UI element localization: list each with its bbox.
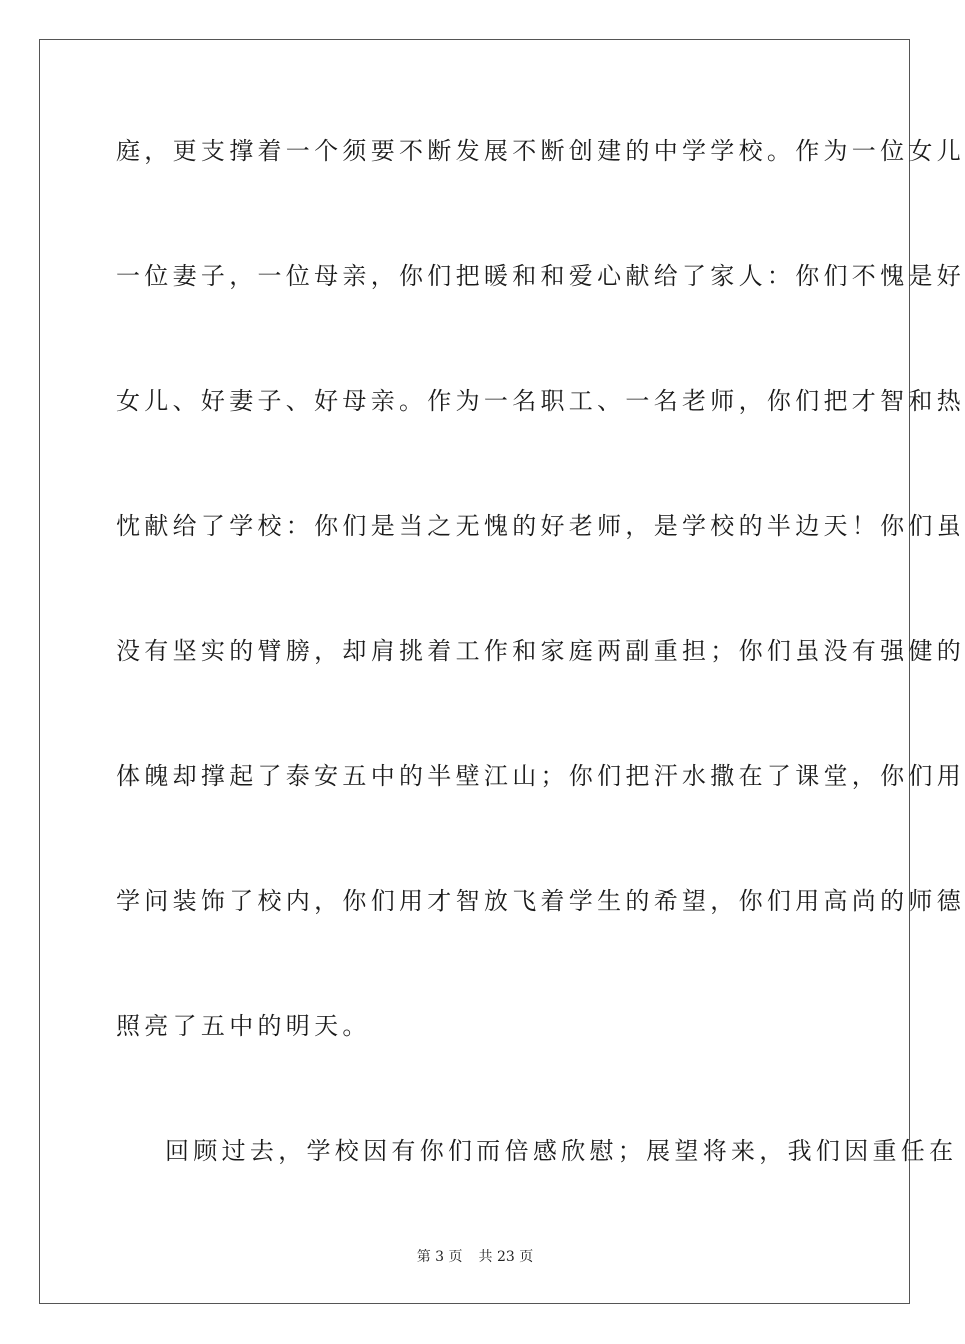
paragraph-line: 女儿、好妻子、好母亲。作为一名职工、一名老师，你们把才智和热 (116, 387, 965, 415)
paragraph-line: 一位妻子，一位母亲，你们把暖和和爱心献给了家人：你们不愧是好 (116, 262, 965, 290)
paragraph-line: 忱献给了学校：你们是当之无愧的好老师，是学校的半边天！你们虽 (116, 512, 965, 540)
page-total: 共 23 页 (478, 1249, 534, 1265)
paragraph-line: 照亮了五中的明天。 (116, 1012, 371, 1040)
page-number: 第 3 页 (416, 1249, 463, 1265)
paragraph-line: 体魄却撑起了泰安五中的半壁江山；你们把汗水撒在了课堂，你们用 (116, 762, 965, 790)
paragraph-line: 没有坚实的臂膀，却肩挑着工作和家庭两副重担；你们虽没有强健的 (116, 637, 965, 665)
paragraph-line: 学问装饰了校内，你们用才智放飞着学生的希望，你们用高尚的师德 (116, 887, 965, 915)
page-border (39, 39, 965, 1304)
paragraph-line: 庭，更支撑着一个须要不断发展不断创建的中学学校。作为一位女儿 (116, 137, 965, 165)
paragraph-line-indented: 回顾过去，学校因有你们而倍感欣慰；展望将来，我们因重任在 (165, 1137, 958, 1165)
page-footer (0, 1247, 950, 1267)
